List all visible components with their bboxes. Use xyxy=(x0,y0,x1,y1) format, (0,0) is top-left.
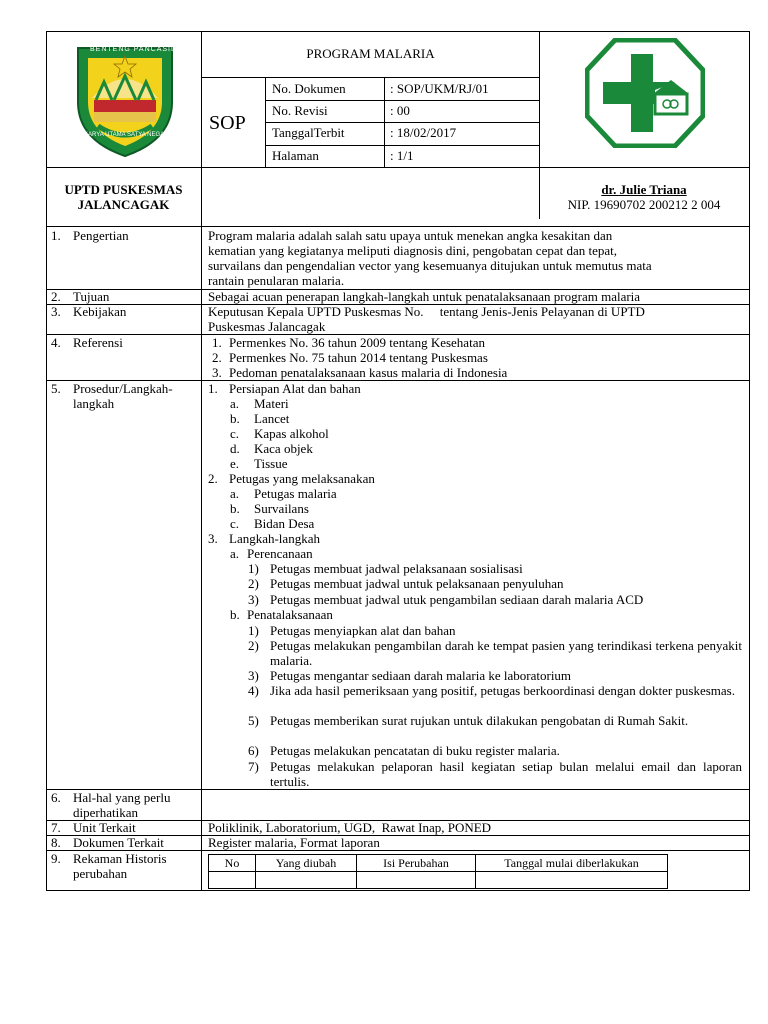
s1-line: rantain penularan malaria. xyxy=(208,273,345,288)
s5-p1-item-text: Tissue xyxy=(254,456,288,471)
s8-number: 8. xyxy=(51,835,61,850)
s5-p3b-item-text: Petugas melakukan pelaporan hasil kegiatan setiap bulan melalui email dan laporan tertulis. xyxy=(270,759,742,789)
s5-p1-title: Persiapan Alat dan bahan xyxy=(229,381,361,396)
s3-number: 3. xyxy=(51,304,61,319)
table-row xyxy=(209,855,668,872)
s7-text: Poliklinik, Laboratorium, UGD, Rawat Inap, PONED xyxy=(208,820,492,835)
s4-number: 4. xyxy=(51,335,61,350)
s3-line2: Puskesmas Jalancagak xyxy=(208,319,326,334)
s5-p1-item-num: c. xyxy=(230,426,240,441)
s5-p2-item-num: a. xyxy=(230,486,240,501)
s5-p3a-title: Perencanaan xyxy=(247,546,313,561)
s4-item-text: Permenkes No. 36 tahun 2009 tentang Kesehatan xyxy=(229,335,485,350)
history-cell xyxy=(357,872,476,889)
s5-p3b-item-text: Petugas melakukan pengambilan darah ke tempat pasien yang terindikasi terkena penyakit malaria. xyxy=(270,638,742,668)
signer-name: dr. Julie Triana xyxy=(601,182,687,197)
s5-p3-num: 3. xyxy=(208,531,218,546)
s5-p3b-item-num: 4) xyxy=(248,683,259,698)
s5-p3b-item-text: Petugas menyiapkan alat dan bahan xyxy=(270,623,456,638)
meta-value-halaman: : 1/1 xyxy=(390,148,414,163)
regional-emblem-logo xyxy=(70,40,180,160)
s5-p2-item-num: c. xyxy=(230,516,240,531)
s1-number: 1. xyxy=(51,228,61,243)
s5-p3-title: Langkah-langkah xyxy=(229,531,320,546)
puskesmas-logo xyxy=(585,38,705,148)
s5-p3b-title: Penatalaksanaan xyxy=(247,607,333,622)
s5-p3b-num: b. xyxy=(230,607,240,622)
s9-label-line2: perubahan xyxy=(73,866,128,881)
s5-p3a-num: a. xyxy=(230,546,240,561)
s9-number: 9. xyxy=(51,851,61,866)
s5-label-line2: langkah xyxy=(73,396,115,411)
s1-line: Program malaria adalah salah satu upaya untuk menekan angka kesakitan dan xyxy=(208,228,613,243)
meta-value-dokumen: : SOP/UKM/RJ/01 xyxy=(390,81,489,96)
meta-label-halaman: Halaman xyxy=(272,148,319,163)
s5-p2-item-num: b. xyxy=(230,501,240,516)
history-cell xyxy=(256,872,357,889)
s5-p1-item-num: b. xyxy=(230,411,240,426)
history-cell xyxy=(476,872,668,889)
meta-label-terbit: TanggalTerbit xyxy=(272,125,345,140)
meta-label-dokumen: No. Dokumen xyxy=(272,81,346,96)
sop-label: SOP xyxy=(209,112,246,134)
s1-label: Pengertian xyxy=(73,228,129,243)
s5-p3b-item-text: Petugas memberikan surat rujukan untuk dilakukan pengobatan di Rumah Sakit. xyxy=(270,713,689,728)
s5-p3a-item-num: 3) xyxy=(248,592,259,607)
emblem-bottom-text: KARYA UTAMA SATYA NEGARA xyxy=(84,132,173,138)
s5-label-line1: Prosedur/Langkah- xyxy=(73,381,173,396)
s5-p3b-item-text: Jika ada hasil pemeriksaan yang positif, petugas berkoordinasi dengan dokter puskesmas. xyxy=(270,683,735,698)
s5-p2-item-text: Petugas malaria xyxy=(254,486,337,501)
s5-p1-item-text: Materi xyxy=(254,396,289,411)
table-row xyxy=(209,872,668,889)
history-col-date: Tanggal mulai diberlakukan xyxy=(476,855,668,872)
meta-value-terbit: : 18/02/2017 xyxy=(390,125,457,140)
s5-p2-item-text: Survailans xyxy=(254,501,309,516)
s5-p3b-item-num: 2) xyxy=(248,638,259,653)
s5-p1-num: 1. xyxy=(208,381,218,396)
s5-p3a-item-text: Petugas membuat jadwal untuk pelaksanaan penyuluhan xyxy=(270,576,564,591)
s4-item-num: 2. xyxy=(212,350,222,365)
s5-p1-item-num: a. xyxy=(230,396,240,411)
history-cell xyxy=(209,872,256,889)
s4-label: Referensi xyxy=(73,335,123,350)
s5-p3a-item-text: Petugas membuat jadwal pelaksanaan sosialisasi xyxy=(270,561,523,576)
s4-item-num: 1. xyxy=(212,335,222,350)
org-name-line2: JALANCAGAK xyxy=(77,197,170,212)
s9-label-line1: Rekaman Historis xyxy=(73,851,167,866)
s6-label-line1: Hal-hal yang perlu xyxy=(73,790,171,805)
s8-text: Register malaria, Format laporan xyxy=(208,835,380,850)
s5-p2-item-text: Bidan Desa xyxy=(254,516,315,531)
revision-history-table xyxy=(208,854,668,889)
s5-p1-item-num: d. xyxy=(230,441,240,456)
history-col-no: No xyxy=(209,855,256,872)
s5-p3a-item-text: Petugas membuat jadwal utuk pengambilan sediaan darah malaria ACD xyxy=(270,592,644,607)
s6-number: 6. xyxy=(51,790,61,805)
s8-label: Dokumen Terkait xyxy=(73,835,164,850)
s5-p3a-item-num: 2) xyxy=(248,576,259,591)
s3-label: Kebijakan xyxy=(73,304,127,319)
s5-p3b-item-num: 3) xyxy=(248,668,259,683)
s5-p1-item-text: Lancet xyxy=(254,411,290,426)
s5-p1-item-num: e. xyxy=(230,456,240,471)
org-name-line1: UPTD PUSKESMAS xyxy=(64,182,183,197)
s2-label: Tujuan xyxy=(73,289,110,304)
s5-p3b-item-text: Petugas mengantar sediaan darah malaria ke laboratorium xyxy=(270,668,572,683)
s5-p2-title: Petugas yang melaksanakan xyxy=(229,471,375,486)
s6-label-line2: diperhatikan xyxy=(73,805,138,820)
s5-p3b-item-num: 6) xyxy=(248,743,259,758)
s7-number: 7. xyxy=(51,820,61,835)
s5-p1-item-text: Kapas alkohol xyxy=(254,426,329,441)
s5-number: 5. xyxy=(51,381,61,396)
s4-item-num: 3. xyxy=(212,365,222,380)
history-col-content: Isi Perubahan xyxy=(357,855,476,872)
s2-number: 2. xyxy=(51,289,61,304)
s4-item-text: Permenkes No. 75 tahun 2014 tentang Puskesmas xyxy=(229,350,488,365)
meta-label-revisi: No. Revisi xyxy=(272,103,328,118)
s5-p3a-item-num: 1) xyxy=(248,561,259,576)
s2-text: Sebagai acuan penerapan langkah-langkah untuk penatalaksanaan program malaria xyxy=(208,289,641,304)
s3-line1: Keputusan Kepala UPTD Puskesmas No. tentang Jenis-Jenis Pelayanan di UPTD xyxy=(208,304,645,319)
s1-line: kematian yang kegiatanya meliputi diagnosis dini, pengobatan cepat dan tepat, xyxy=(208,243,618,258)
s5-p2-num: 2. xyxy=(208,471,218,486)
s7-label: Unit Terkait xyxy=(73,820,136,835)
s4-item-text: Pedoman penatalaksanaan kasus malaria di Indonesia xyxy=(229,365,508,380)
s5-p3b-item-num: 5) xyxy=(248,713,259,728)
history-col-changed: Yang diubah xyxy=(256,855,357,872)
s5-p3b-item-num: 7) xyxy=(248,759,259,774)
s5-p1-item-text: Kaca objek xyxy=(254,441,313,456)
s5-p3b-item-num: 1) xyxy=(248,623,259,638)
s1-line: survailans dan pengendalian vector yang kesemuanya ditujukan untuk memutus mata xyxy=(208,258,652,273)
program-title: PROGRAM MALARIA xyxy=(306,46,435,61)
meta-value-revisi: : 00 xyxy=(390,103,410,118)
s5-p3b-item-text: Petugas melakukan pencatatan di buku register malaria. xyxy=(270,743,560,758)
emblem-arc-text: BENTENG PANCASILA xyxy=(90,46,182,53)
signer-nip: NIP. 19690702 200212 2 004 xyxy=(567,197,721,212)
